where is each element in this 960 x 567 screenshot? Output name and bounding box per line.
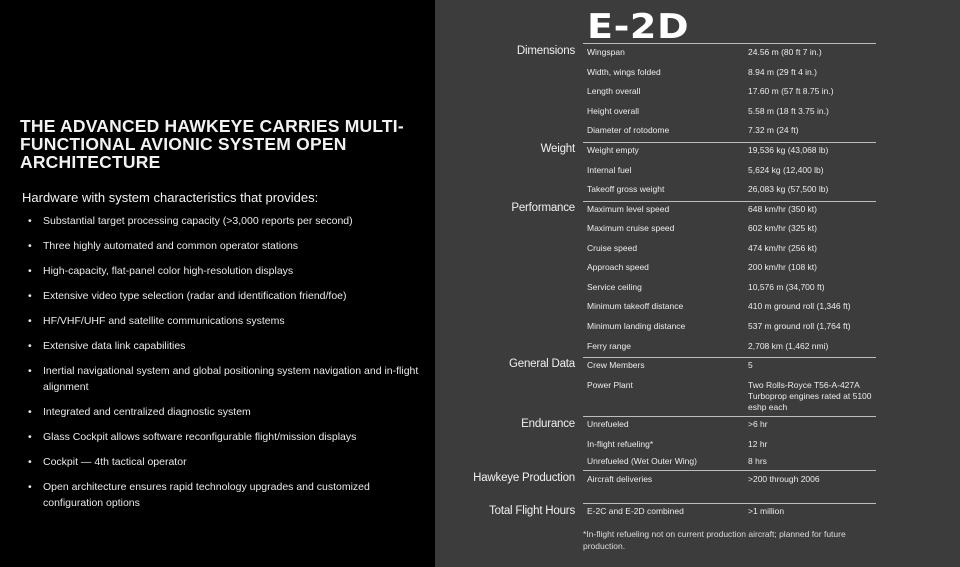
section-divider [583, 142, 876, 143]
spec-key: Crew Members [587, 360, 645, 370]
spec-value: 410 m ground roll (1,346 ft) [748, 301, 851, 311]
feature-list-item [28, 213, 428, 229]
spec-key: Power Plant [587, 380, 633, 390]
feature-text: Cockpit — 4th tactical operator [43, 456, 187, 468]
bullet-icon: • [28, 406, 32, 418]
spec-value: 5.58 m (18 ft 3.75 in.) [748, 106, 829, 116]
feature-text: Extensive data link capabilities [43, 340, 186, 352]
spec-value: 537 m ground roll (1,764 ft) [748, 321, 851, 331]
spec-value: 17.60 m (57 ft 8.75 in.) [748, 86, 834, 96]
e2d-logo: E-2D [587, 7, 690, 47]
spec-value: 8 hrs [748, 456, 767, 466]
bullet-icon: • [28, 365, 32, 377]
spec-value: 2,708 km (1,462 nmi) [748, 341, 829, 351]
section-divider [583, 357, 876, 358]
feature-list-item [28, 363, 428, 395]
spec-key: Maximum level speed [587, 204, 670, 214]
feature-list-item [28, 338, 428, 354]
section-divider [583, 416, 876, 417]
feature-text: HF/VHF/UHF and satellite communications systems [43, 315, 285, 327]
section-label: Hawkeye Production [473, 472, 575, 484]
feature-list-item [28, 263, 428, 279]
footnote: *In-flight refueling not on current production aircraft; planned for future production. [583, 529, 846, 551]
feature-list-item [28, 313, 428, 329]
spec-key: Height overall [587, 106, 639, 116]
right-panel [435, 0, 960, 567]
spec-key: Internal fuel [587, 165, 632, 175]
feature-text: Integrated and centralized diagnostic system [43, 406, 251, 418]
spec-key: Aircraft deliveries [587, 474, 653, 484]
feature-text: Substantial target processing capacity (>3,000 reports per second) [43, 215, 353, 227]
section-divider [583, 503, 876, 504]
feature-list-item [28, 454, 428, 470]
section-label: Performance [511, 202, 575, 214]
section-label: Weight [540, 143, 575, 155]
spec-value: 10,576 m (34,700 ft) [748, 282, 825, 292]
section-label: Endurance [521, 418, 575, 430]
spec-key: E-2C and E-2D combined [587, 506, 684, 516]
spec-key: Service ceiling [587, 282, 642, 292]
feature-text: Open architecture ensures rapid technology upgrades and customized configuration options [43, 481, 370, 509]
spec-value: Two Rolls-Royce T56-A-427A Turboprop engines rated at 5100 eshp each [748, 380, 872, 412]
bullet-icon: • [28, 456, 32, 468]
spec-key: Cruise speed [587, 243, 638, 253]
spec-value: 24.56 m (80 ft 7 in.) [748, 47, 822, 57]
spec-key: Minimum landing distance [587, 321, 686, 331]
spec-value: 26,083 kg (57,500 lb) [748, 184, 829, 194]
bullet-icon: • [28, 265, 32, 277]
spec-key: In-flight refueling* [587, 439, 654, 449]
spec-value: 19,536 kg (43,068 lb) [748, 145, 829, 155]
spec-value: 648 km/hr (350 kt) [748, 204, 817, 214]
spec-value: 5,624 kg (12,400 lb) [748, 165, 824, 175]
spec-value: 5 [748, 360, 753, 370]
feature-list-item [28, 429, 428, 445]
spec-value: 8.94 m (29 ft 4 in.) [748, 67, 817, 77]
feature-text: Extensive video type selection (radar and identification friend/foe) [43, 290, 347, 302]
headline: THE ADVANCED HAWKEYE CARRIES MULTI-FUNCTIONAL AVIONIC SYSTEM OPEN ARCHITECTURE [20, 116, 404, 172]
bullet-icon: • [28, 340, 32, 352]
spec-key: Weight empty [587, 145, 639, 155]
spec-key: Diameter of rotodome [587, 125, 670, 135]
intro-text: Hardware with system characteristics that provides: [22, 190, 319, 205]
feature-text: High-capacity, flat-panel color high-resolution displays [43, 265, 294, 277]
section-divider [583, 201, 876, 202]
bullet-icon: • [28, 481, 32, 493]
bullet-icon: • [28, 315, 32, 327]
spec-key: Unrefueled [587, 419, 629, 429]
spec-key: Approach speed [587, 262, 649, 272]
feature-list-item [28, 288, 428, 304]
spec-key: Width, wings folded [587, 67, 661, 77]
spec-key: Length overall [587, 86, 641, 96]
section-label: General Data [509, 358, 575, 370]
spec-value: 602 km/hr (325 kt) [748, 223, 817, 233]
spec-key: Ferry range [587, 341, 631, 351]
feature-text: Inertial navigational system and global positioning system navigation and in-flight alignment [43, 365, 419, 393]
feature-list-item [28, 238, 428, 254]
spec-key: Wingspan [587, 47, 625, 57]
spec-value: 200 km/hr (108 kt) [748, 262, 817, 272]
spec-key: Unrefueled (Wet Outer Wing) [587, 456, 697, 466]
spec-value: >1 million [748, 506, 785, 516]
section-label: Total Flight Hours [489, 505, 575, 517]
spec-value: 474 km/hr (256 kt) [748, 243, 817, 253]
bullet-icon: • [28, 215, 32, 227]
spec-value: 12 hr [748, 439, 768, 449]
bullet-icon: • [28, 431, 32, 443]
spec-value: 7.32 m (24 ft) [748, 125, 799, 135]
spec-value: >200 through 2006 [748, 474, 820, 484]
spec-value: >6 hr [748, 419, 768, 429]
spec-key: Maximum cruise speed [587, 223, 675, 233]
left-panel [0, 0, 435, 567]
feature-list-item [28, 404, 428, 420]
feature-list [28, 213, 428, 520]
section-divider [583, 470, 876, 471]
feature-text: Three highly automated and common operator stations [43, 240, 299, 252]
bullet-icon: • [28, 240, 32, 252]
spec-key: Takeoff gross weight [587, 184, 665, 194]
spec-key: Minimum takeoff distance [587, 301, 684, 311]
bullet-icon: • [28, 290, 32, 302]
feature-text: Glass Cockpit allows software reconfigurable flight/mission displays [43, 431, 357, 443]
feature-list-item [28, 479, 428, 511]
section-label: Dimensions [516, 45, 575, 57]
